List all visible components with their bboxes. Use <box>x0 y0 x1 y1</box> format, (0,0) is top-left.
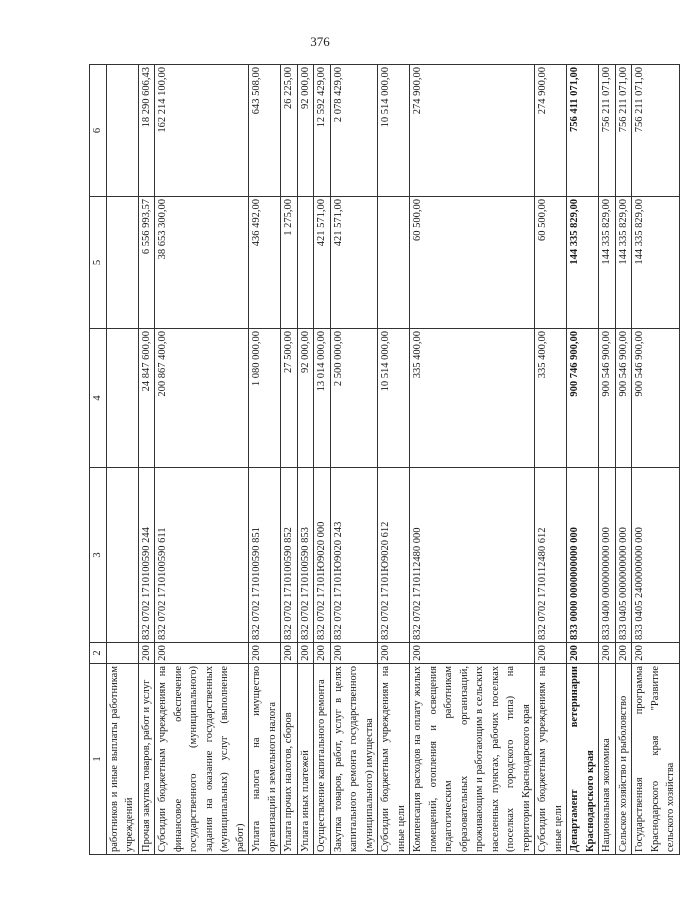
row-plan-cell: 900 546 900,00 <box>615 329 632 468</box>
row-remaining-cell: 162 214 100,00 <box>155 65 249 197</box>
row-executed-cell: 421 571,00 <box>314 197 331 329</box>
table-row <box>281 65 298 855</box>
row-name-cell: Прочая закупка товаров, работ и услуг <box>138 664 155 855</box>
row-code-cell: 200 <box>378 643 410 664</box>
row-executed-cell: 38 653 300,00 <box>155 197 249 329</box>
row-executed-cell: 6 556 993,57 <box>138 197 155 329</box>
row-remaining-cell: 2 078 429,00 <box>330 65 378 197</box>
row-plan-cell: 10 514 000,00 <box>378 329 410 468</box>
row-kbk-cell: 832 0702 1710100590 853 <box>297 468 314 643</box>
row-plan-cell: 335 400,00 <box>410 329 535 468</box>
row-code-cell: 200 <box>410 643 535 664</box>
table-row <box>410 65 535 855</box>
row-executed-cell: 60 500,00 <box>535 197 567 329</box>
row-remaining-cell: 12 592 429,00 <box>314 65 331 197</box>
row-code-cell: 200 <box>138 643 155 664</box>
row-plan-cell <box>106 329 138 468</box>
row-executed-cell: 1 275,00 <box>281 197 298 329</box>
row-executed-cell: 421 571,00 <box>330 197 378 329</box>
table-row <box>155 65 249 855</box>
row-remaining-cell: 18 290 606,43 <box>138 65 155 197</box>
row-code-cell: 200 <box>535 643 567 664</box>
table-row <box>314 65 331 855</box>
row-remaining-cell: 10 514 000,00 <box>378 65 410 197</box>
row-remaining-cell: 756 211 071,00 <box>615 65 632 197</box>
row-remaining-cell: 92 000,00 <box>297 65 314 197</box>
row-plan-cell: 200 867 400,00 <box>155 329 249 468</box>
row-code-cell: 200 <box>281 643 298 664</box>
table-row <box>297 65 314 855</box>
row-name-cell: работников и иные выплаты работникам учреждений <box>106 664 138 855</box>
row-remaining-cell: 643 508,00 <box>249 65 281 197</box>
row-kbk-cell: 832 0702 1710112480 000 <box>410 468 535 643</box>
row-kbk-cell: 832 0702 1710100590 611 <box>155 468 249 643</box>
table-row <box>106 65 138 855</box>
row-name-cell: Департамент ветеринарии Краснодарского края <box>567 664 599 855</box>
table-row <box>330 65 378 855</box>
table-row <box>378 65 410 855</box>
row-executed-cell: 60 500,00 <box>410 197 535 329</box>
row-name-cell: Компенсация расходов на оплату жилых помещений, отопления и освещения педагогическим работникам образовательных организаций, проживающим и работающим в сельских населенных пунктах, рабочих поселках (поселках городского типа) на территории Краснодарского края <box>410 664 535 855</box>
row-code-cell: 200 <box>330 643 378 664</box>
table-body <box>106 65 679 855</box>
row-executed-cell <box>378 197 410 329</box>
row-kbk-cell: 832 0702 17101Ю9020 000 <box>314 468 331 643</box>
row-executed-cell: 144 335 829,00 <box>599 197 616 329</box>
row-name-cell: Сельское хозяйство и рыболовство <box>615 664 632 855</box>
row-name-cell: Субсидии бюджетным учреждениям на иные цели <box>378 664 410 855</box>
row-plan-cell: 900 746 900,00 <box>567 329 599 468</box>
table-row <box>615 65 632 855</box>
row-remaining-cell: 26 225,00 <box>281 65 298 197</box>
row-plan-cell: 900 546 900,00 <box>632 329 680 468</box>
row-executed-cell <box>297 197 314 329</box>
page-number: 376 <box>310 34 330 49</box>
row-plan-cell: 335 400,00 <box>535 329 567 468</box>
rotated-table-container <box>89 65 676 855</box>
row-name-cell: Уплата прочих налогов, сборов <box>281 664 298 855</box>
row-executed-cell: 144 335 829,00 <box>567 197 599 329</box>
row-executed-cell: 436 492,00 <box>249 197 281 329</box>
row-executed-cell: 144 335 829,00 <box>632 197 680 329</box>
column-header: 3 <box>90 468 107 643</box>
row-remaining-cell: 274 900,00 <box>410 65 535 197</box>
table-row <box>138 65 155 855</box>
row-kbk-cell: 833 0000 0000000000 000 <box>567 468 599 643</box>
table-header-row <box>90 65 107 855</box>
budget-table <box>89 64 680 855</box>
column-header: 2 <box>90 643 107 664</box>
row-name-cell: Национальная экономика <box>599 664 616 855</box>
column-header: 4 <box>90 329 107 468</box>
row-name-cell: Субсидии бюджетным учреждениям на иные цели <box>535 664 567 855</box>
column-header: 5 <box>90 197 107 329</box>
row-remaining-cell: 756 211 071,00 <box>632 65 680 197</box>
column-header: 1 <box>90 664 107 855</box>
row-plan-cell: 27 500,00 <box>281 329 298 468</box>
row-kbk-cell: 833 0405 0000000000 000 <box>615 468 632 643</box>
row-executed-cell <box>106 197 138 329</box>
row-kbk-cell: 832 0702 17101Ю9020 612 <box>378 468 410 643</box>
table-row <box>632 65 680 855</box>
row-remaining-cell: 756 411 071,00 <box>567 65 599 197</box>
row-code-cell: 200 <box>155 643 249 664</box>
row-plan-cell: 2 500 000,00 <box>330 329 378 468</box>
row-code-cell: 200 <box>297 643 314 664</box>
row-executed-cell: 144 335 829,00 <box>615 197 632 329</box>
row-code-cell: 200 <box>599 643 616 664</box>
row-name-cell: Государственная программа Краснодарского края "Развитие сельского хозяйства <box>632 664 680 855</box>
row-kbk-cell: 832 0702 1710112480 612 <box>535 468 567 643</box>
table-row <box>535 65 567 855</box>
row-code-cell: 200 <box>615 643 632 664</box>
row-name-cell: Уплата налога на имущество организаций и земельного налога <box>249 664 281 855</box>
row-name-cell: Закупка товаров, работ, услуг в целях капитального ремонта государственного (муниципального) имущества <box>330 664 378 855</box>
row-code-cell: 200 <box>249 643 281 664</box>
row-kbk-cell: 832 0702 1710100590 851 <box>249 468 281 643</box>
row-name-cell: Уплата иных платежей <box>297 664 314 855</box>
table-row <box>599 65 616 855</box>
row-kbk-cell: 832 0702 17101Ю9020 243 <box>330 468 378 643</box>
row-kbk-cell: 832 0702 1710100590 852 <box>281 468 298 643</box>
row-kbk-cell: 833 0400 0000000000 000 <box>599 468 616 643</box>
row-remaining-cell <box>106 65 138 197</box>
row-code-cell: 200 <box>567 643 599 664</box>
row-kbk-cell <box>106 468 138 643</box>
row-name-cell: Субсидии бюджетным учреждениям на финансовое обеспечение государственного (муниципального) задания на оказание государственных (муниципальных) услуг (выполнение работ) <box>155 664 249 855</box>
row-remaining-cell: 756 211 071,00 <box>599 65 616 197</box>
row-plan-cell: 24 847 600,00 <box>138 329 155 468</box>
row-plan-cell: 1 080 000,00 <box>249 329 281 468</box>
row-code-cell: 200 <box>314 643 331 664</box>
column-header: 6 <box>90 65 107 197</box>
row-remaining-cell: 274 900,00 <box>535 65 567 197</box>
row-plan-cell: 900 546 900,00 <box>599 329 616 468</box>
table-row <box>249 65 281 855</box>
row-plan-cell: 13 014 000,00 <box>314 329 331 468</box>
row-name-cell: Осуществление капитального ремонта <box>314 664 331 855</box>
row-kbk-cell: 832 0702 1710100590 244 <box>138 468 155 643</box>
row-code-cell: 200 <box>632 643 680 664</box>
row-plan-cell: 92 000,00 <box>297 329 314 468</box>
row-kbk-cell: 833 0405 2400000000 000 <box>632 468 680 643</box>
row-code-cell <box>106 643 138 664</box>
table-row <box>567 65 599 855</box>
